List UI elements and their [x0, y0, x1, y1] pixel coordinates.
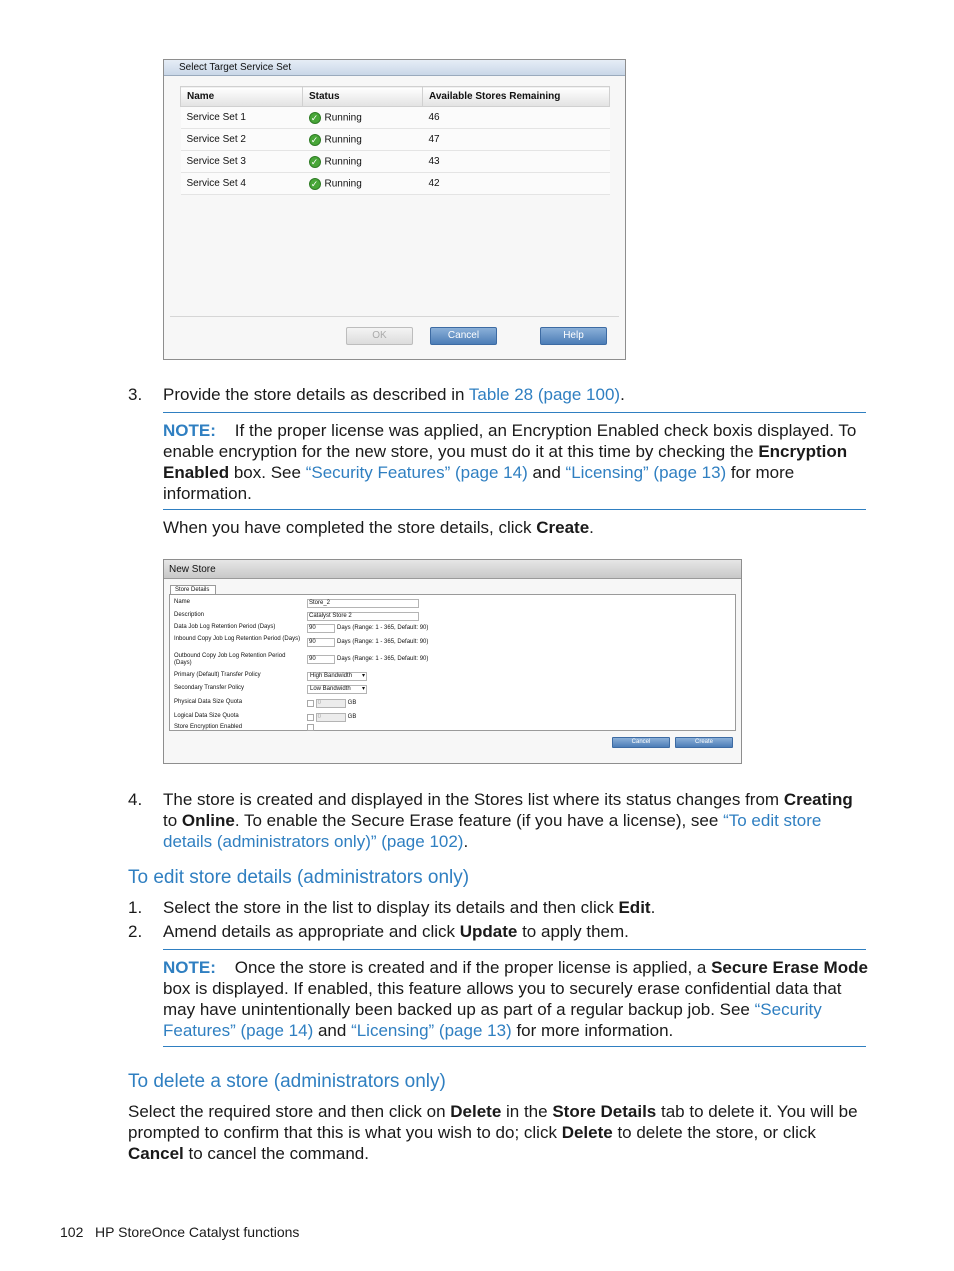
service-set-status: Running — [324, 134, 362, 146]
description-input[interactable]: Catalyst Store 2 — [307, 612, 419, 621]
service-set-name: Service Set 3 — [181, 151, 303, 173]
section-heading-edit: To edit store details (administrators only) — [128, 867, 470, 888]
cancel-button[interactable]: Cancel — [430, 327, 497, 345]
service-set-name: Service Set 4 — [181, 173, 303, 195]
new-store-dialog — [163, 559, 742, 764]
section-heading-delete: To delete a store (administrators only) — [128, 1071, 446, 1092]
encryption-checkbox[interactable] — [307, 724, 314, 731]
step-4-text: The store is created and displayed in the Stores list where its status changes from Creating to Online. To enable the Secure Erase feature (if you have a license), see “To edit store details (administrators only)” (page 102). — [163, 790, 853, 851]
table-28-link[interactable]: Table 28 (page 100) — [468, 385, 621, 404]
delete-instructions: Select the required store and then click on Delete in the Store Details tab to delete it. You will be prompted to confirm that this is what you wish to do; click Delete to delete the store, or click Cancel to cancel the command. — [128, 1102, 858, 1163]
running-check-icon: ✓ — [309, 178, 321, 190]
note-rule-bottom — [163, 1046, 866, 1047]
step-number: 3. — [128, 385, 143, 404]
edit-step-2: Amend details as appropriate and click Update to apply them. — [163, 922, 629, 941]
step-number: 2. — [128, 922, 143, 941]
table-row[interactable] — [181, 173, 610, 195]
dialog-title: Select Target Service Set — [164, 60, 625, 76]
running-check-icon: ✓ — [309, 156, 321, 168]
column-header-status[interactable]: Status — [303, 87, 423, 107]
note-label: NOTE: — [163, 421, 216, 440]
physical-quota-input[interactable]: 0 — [316, 699, 346, 708]
running-check-icon: ✓ — [309, 112, 321, 124]
cancel-button[interactable]: Cancel — [612, 737, 670, 748]
security-features-link[interactable]: “Security Features” (page 14) — [163, 1000, 822, 1040]
chevron-down-icon: ▾ — [361, 686, 365, 692]
service-set-status: Running — [324, 112, 362, 124]
table-row[interactable] — [181, 129, 610, 151]
completed-instruction: When you have completed the store details, click Create. — [163, 518, 594, 537]
page-number: 102 — [60, 1224, 84, 1240]
logical-quota-checkbox[interactable] — [307, 714, 314, 721]
table-row[interactable] — [181, 107, 610, 129]
chapter-title: HP StoreOnce Catalyst functions — [95, 1224, 300, 1240]
note-rule-bottom — [163, 509, 866, 510]
page-footer — [60, 1223, 299, 1241]
chevron-down-icon: ▾ — [361, 673, 365, 679]
note-rule-top — [163, 412, 866, 413]
available-stores: 46 — [423, 107, 610, 129]
step-3-text: Provide the store details as described in Table 28 (page 100). — [163, 385, 625, 404]
ok-button[interactable]: OK — [346, 327, 413, 345]
physical-quota-checkbox[interactable] — [307, 700, 314, 707]
name-input[interactable]: Store_2 — [307, 599, 419, 608]
running-check-icon: ✓ — [309, 134, 321, 146]
step-number: 4. — [128, 790, 143, 809]
step-number: 1. — [128, 898, 143, 917]
note-encryption: NOTE: If the proper license was applied, an Encryption Enabled check boxis displayed. To enable encryption for the new store, you must do it at this time by checking the Encryption Enabled box. See “Security Features” (page 14) and “Licensing” (page 13) for more information. — [163, 421, 857, 503]
primary-policy-select[interactable]: High Bandwidth ▾ — [307, 672, 367, 681]
service-set-status: Running — [324, 156, 362, 168]
dialog-divider — [170, 316, 619, 317]
service-set-name: Service Set 2 — [181, 129, 303, 151]
create-button[interactable]: Create — [675, 737, 733, 748]
note-label: NOTE: — [163, 958, 216, 977]
service-set-status: Running — [324, 178, 362, 190]
data-job-retention-input[interactable]: 90 — [307, 624, 335, 633]
licensing-link[interactable]: “Licensing” (page 13) — [565, 463, 727, 482]
licensing-link[interactable]: “Licensing” (page 13) — [351, 1021, 512, 1040]
edit-store-details-link[interactable]: “To edit store details (administrators only)” (page 102) — [163, 811, 822, 851]
tab-store-details[interactable]: Store Details — [170, 585, 216, 595]
available-stores: 42 — [423, 173, 610, 195]
edit-step-1: Select the store in the list to display its details and then click Edit. — [163, 898, 656, 917]
select-target-service-set-dialog — [163, 59, 626, 360]
outbound-retention-input[interactable]: 90 — [307, 655, 335, 664]
available-stores: 47 — [423, 129, 610, 151]
table-row[interactable] — [181, 151, 610, 173]
column-header-name[interactable]: Name — [181, 87, 303, 107]
logical-quota-input[interactable]: 0 — [316, 713, 346, 722]
note-secure-erase: NOTE: Once the store is created and if the proper license is applied, a Secure Erase Mode box is displayed. If enabled, this feature allows you to securely erase confidential data that may have unintentionally been backed up as part of a regular backup job. See “Security Features” (page 14) and “Licensing” (page 13) for more information. — [163, 958, 868, 1040]
help-button[interactable]: Help — [540, 327, 607, 345]
service-set-table — [180, 86, 610, 195]
security-features-link[interactable]: “Security Features” (page 14) — [305, 463, 528, 482]
column-header-available-stores[interactable]: Available Stores Remaining — [423, 87, 610, 107]
inbound-retention-input[interactable]: 90 — [307, 638, 335, 647]
note-rule-top — [163, 949, 866, 950]
secondary-policy-select[interactable]: Low Bandwidth ▾ — [307, 685, 367, 694]
available-stores: 43 — [423, 151, 610, 173]
store-details-panel: Name Store_2 Description Catalyst Store 2 Data Job Log Retention Period (Days) 90 Days (Range: 1 - 365, Default: 90) Inbound Copy Job Log Retention Period (Days) 90 Days (Range: 1 - 365, Default: 90) Outbound Copy Job Log Retention Period (Days) 90 Days (Range: 1 - 365, Default: 90) Primary (Default) Transfer Policy High Bandwidth ▾ Secondary Transfer Policy Low Bandwidth ▾ Physical Data Size Quota 0 GB Logical Data Size Quota 0 GB Store Encryption Enabled — [169, 594, 736, 731]
service-set-name: Service Set 1 — [181, 107, 303, 129]
dialog-title: New Store — [164, 560, 741, 579]
